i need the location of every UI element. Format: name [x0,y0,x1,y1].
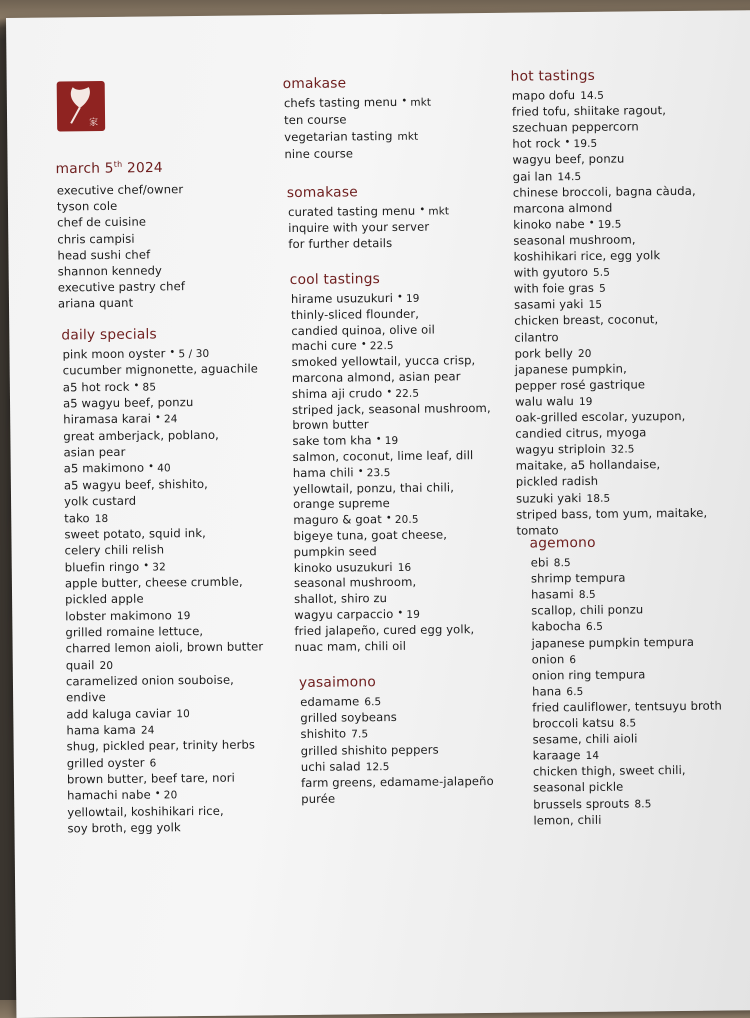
item-price: 15 [588,299,603,312]
menu-item [66,706,190,722]
item-name: gai lan [512,168,553,184]
bullet-icon: • [397,607,404,619]
item-price: 22.5 [395,387,420,400]
bullet-icon: • [154,788,161,800]
item-price: 6.5 [566,685,584,698]
bullet-icon: • [401,95,408,107]
item-name: walu walu [514,393,575,409]
item-name: hana [532,684,562,699]
item-price: 8.5 [578,589,596,602]
bullet-icon: • [133,380,140,392]
menu-item-description: purée [301,791,336,807]
menu-item-description: cucumber mignonette, aguachile [62,361,259,378]
item-name: shishito [300,726,347,742]
bullet-icon: • [154,412,162,424]
menu-item [514,345,591,361]
item-name: kinoko usuzukuri [293,559,393,575]
menu-item [288,203,449,221]
item-price: 5 / 30 [178,347,210,361]
menu-item-description: for further details [288,235,393,252]
item-price: 18 [94,512,109,525]
item-price: 19 [384,435,399,448]
item-name: bluefin ringo [64,559,140,574]
item-name: hiramasa karai [63,411,152,427]
menu-item-description: maitake, a5 hollandaise, [515,457,661,473]
menu-item-description: shrimp tempura [530,570,626,586]
menu-item [63,412,178,429]
menu-item-description: scallop, chili ponzu [531,602,644,618]
item-name: chefs tasting menu [283,94,398,111]
menu-item-description: fried tofu, shiitake ragout, [511,103,667,119]
menu-item [291,291,420,308]
item-price: 6.5 [585,621,604,634]
item-name: curated tasting menu [287,203,416,220]
hot-tastings-heading: hot tastings [510,67,596,85]
menu-item-description: inquire with your server [288,219,430,236]
menu-item-description: thinly-sliced flounder, [291,306,420,322]
item-name: ebi [530,555,549,570]
menu-item [67,755,157,771]
menu-item [64,510,108,525]
column-right [6,10,750,18]
menu-item [292,385,419,402]
menu-item [65,559,166,576]
menu-item-description: nine course [284,146,354,162]
menu-item-description: pickled apple [65,591,144,607]
item-name: uchi salad [300,759,361,774]
item-name: with foie gras [513,281,595,296]
item-price: mkt [410,96,432,109]
item-price: mkt [397,130,419,143]
item-name: suzuki yaki [515,490,582,506]
menu-item [532,684,583,700]
item-price: 10 [176,707,190,720]
menu-item-description: salmon, coconut, lime leaf, dill [292,448,474,465]
menu-item-description: brown butter, beef tare, nori [66,770,235,787]
menu-item-description: wagyu beef, ponzu [512,151,625,168]
bullet-icon: • [169,347,176,359]
menu-item-description: striped bass, tom yum, maitake, [516,505,708,522]
menu-item [294,559,412,575]
menu-item-description: a5 wagyu beef, ponzu [62,395,194,411]
item-name: hama chili [292,465,354,480]
item-price: mkt [428,205,450,218]
item-price: 8.5 [634,797,652,810]
item-name: vegetarian tasting [284,128,393,145]
menu-item-description: pumpkin seed [293,543,377,559]
yasaimono-heading: yasaimono [298,674,377,691]
menu-item-description: shug, pickled pear, trinity herbs [66,737,256,754]
item-name: a5 hot rock [62,379,130,395]
staff-line: executive pastry chef [57,279,186,295]
item-name: broccoli katsu [532,715,615,731]
menu-item-description: marcona almond [512,200,613,216]
menu-item-description: marcona almond, asian pear [291,369,461,386]
menu-item-description: candied citrus, myoga [515,425,647,441]
menu-item [284,95,431,113]
menu-item [513,168,582,184]
menu-item [533,796,651,812]
menu-item-description: yellowtail, koshihikari rice, [67,803,224,820]
menu-item [65,608,190,624]
staff-list [6,10,750,18]
menu-item-description: nuac mam, chili oil [294,638,407,654]
menu-item-description: grilled romaine lettuce, [65,623,204,640]
menu-item-description: japanese pumpkin, [514,361,627,377]
item-price: 85 [142,381,157,394]
item-name: tako [64,510,90,525]
item-name: maguro & goat [293,512,382,528]
menu-item [531,587,596,603]
item-price: 20 [577,347,592,360]
item-name: brussels sprouts [533,796,630,812]
restaurant-logo [57,81,106,131]
menu-item-description: bigeye tuna, goat cheese, [293,527,448,544]
menu-item-description: celery chili relish [64,542,165,558]
item-name: wagyu carpaccio [294,606,394,623]
menu-item [62,346,209,364]
menu-item-description: lemon, chili [533,812,602,828]
item-name: karaage [532,748,581,763]
bullet-icon: • [143,560,150,572]
item-name: machi cure [291,338,357,354]
item-name: edamame [300,694,360,709]
menu-item-description: endive [66,690,106,705]
item-price: 7.5 [351,728,369,741]
menu-item-description: asian pear [63,444,126,460]
item-price: 32 [152,560,166,574]
menu-item-description: apple butter, cheese crumble, [64,574,243,591]
column-middle [6,10,750,18]
item-price: 23.5 [366,466,391,480]
menu-item [66,658,113,673]
item-name: sasami yaki [513,297,584,312]
menu-item [512,136,597,153]
item-name: hot rock [512,136,561,152]
item-price: 20.5 [394,513,419,527]
menu-item [514,281,606,297]
daily-specials-heading: daily specials [61,326,157,344]
staff-line: tyson cole [56,199,118,214]
item-price: 19 [406,608,421,621]
item-price: 14.5 [557,170,582,183]
bullet-icon: • [360,339,367,351]
logo-character: 家 [89,118,99,129]
item-name: pink moon oyster [62,346,166,362]
bullet-icon: • [396,291,404,303]
menu-item [531,619,603,635]
staff-line: head sushi chef [57,247,151,263]
column-left [6,10,750,18]
item-name: sake tom kha [292,433,372,449]
menu-item-description: chinese broccoli, bagna càuda, [512,183,696,200]
item-name: kabocha [531,619,582,634]
item-price: 19.5 [597,218,622,231]
menu-item [514,297,602,313]
item-name: pork belly [514,345,574,361]
staff-line: chef de cuisine [57,214,147,230]
item-name: mapo dofu [511,88,576,103]
bullet-icon: • [375,434,382,446]
menu-item-description: ten course [284,112,347,128]
somakase-heading: somakase [286,184,358,202]
item-price: 24 [140,724,155,737]
menu-item-description: chicken breast, coconut, [514,312,659,329]
menu-item-description: sesame, chili aioli [532,731,638,747]
menu-item [67,788,177,805]
menu-item-description: cilantro [514,329,559,345]
menu-item-description: seasonal mushroom, [513,232,636,248]
item-price: 19 [578,395,593,408]
menu-item-description: oak-grilled escolar, yuzupon, [515,408,686,425]
menu-item-description: chicken thigh, sweet chili, [532,763,686,779]
item-price: 6 [149,757,157,770]
menu-item [63,379,156,396]
menu-item-description: yolk custard [63,493,137,509]
menu-item-description: grilled soybeans [300,710,397,726]
menu-item [64,461,171,478]
item-name: hirame usuzukuri [290,290,394,307]
menu-item-description: fried cauliflower, tentsuyu broth [532,698,722,715]
menu-item-description: striped jack, seasonal mushroom, [292,400,491,417]
item-name: add kaluga caviar [66,705,172,722]
bullet-icon: • [148,461,155,473]
agemono-heading: agemono [529,534,596,552]
menu-date: march 5th 2024 [55,159,163,178]
item-price: 14.5 [580,89,605,102]
menu-item [292,433,398,450]
item-price: 32.5 [610,443,635,456]
item-name: hama kama [66,722,136,738]
bullet-icon: • [386,386,393,398]
item-price: 5 [598,282,606,295]
menu-item-description: pepper rosé gastrique [514,377,646,393]
menu-item [533,748,600,764]
item-name: onion [531,651,565,667]
item-name: a5 makimono [63,461,145,476]
menu-item-description: seasonal pickle [533,779,624,795]
ginkgo-leaf-icon [57,81,106,131]
menu-item [293,512,418,529]
item-price: 19 [405,292,420,305]
menu-item [513,216,621,233]
item-name: lobster makimono [65,607,172,624]
menu-item [301,759,390,775]
menu-item [284,129,418,145]
staff-line: shannon kennedy [57,263,163,279]
item-name: shima aji crudo [291,385,383,401]
menu-item-description: fried jalapeño, cured egg yolk, [294,621,475,638]
menu-item-description: shallot, shiro zu [294,591,388,607]
bullet-icon: • [385,513,392,525]
bullet-icon: • [588,217,595,229]
item-name: kinoko nabe [513,216,585,232]
menu-sheet [6,10,750,1018]
menu-item [66,723,154,739]
menu-item [512,88,604,104]
menu-item [291,338,393,355]
menu-item [531,555,571,570]
item-price: 18.5 [586,492,611,505]
item-name: quail [65,657,95,673]
item-price: 6.5 [364,696,382,709]
menu-item [293,465,391,482]
item-price: 20 [99,659,114,672]
menu-item-description: caramelized onion souboise, [65,672,234,689]
item-price: 8.5 [619,717,637,730]
menu-item-description: charred lemon aioli, brown butter [65,639,264,656]
menu-item [515,442,634,458]
item-price: 12.5 [365,760,390,774]
menu-item-description: smoked yellowtail, yucca crisp, [291,353,476,370]
item-name: hasami [530,587,574,602]
item-price: 22.5 [369,340,394,353]
cool-tastings-heading: cool tastings [289,271,381,289]
menu-item-description: szechuan peppercorn [512,119,639,135]
menu-item-description: farm greens, edamame-jalapeño [300,773,494,790]
menu-item [515,394,593,410]
item-name: grilled oyster [66,755,145,771]
item-price: 14 [585,750,600,763]
staff-line: ariana quant [57,296,134,311]
menu-item [300,727,368,743]
omakase-heading: omakase [282,75,347,93]
menu-item-description: candied quinoa, olive oil [291,322,436,338]
item-price: 19 [176,609,191,622]
item-name: wagyu striploin [515,441,606,457]
menu-item-description: brown butter [292,417,369,433]
menu-item [294,607,420,624]
menu-item-description: tomato [516,522,559,538]
item-price: 19.5 [573,138,598,151]
menu-item [514,265,610,281]
item-price: 20 [163,789,178,802]
menu-item-description: a5 wagyu beef, shishito, [63,476,208,493]
item-price: 8.5 [553,557,571,570]
menu-item-description: japanese pumpkin tempura [531,634,695,651]
bullet-icon: • [357,466,364,478]
bullet-icon: • [419,204,426,216]
menu-item-description: grilled shishito peppers [300,742,439,758]
menu-item [532,652,577,667]
item-name: with gyutoro [513,265,589,280]
staff-line: executive chef/owner [56,182,184,198]
menu-item-description: yellowtail, ponzu, thai chili, [292,479,455,496]
menu-item-description: orange supreme [293,496,390,512]
menu-item-description: koshihikari rice, egg yolk [513,248,661,264]
menu-item-description: onion ring tempura [531,667,646,683]
item-price: 5.5 [592,266,611,279]
menu-item-description: soy broth, egg yolk [67,820,181,836]
menu-item [300,694,381,710]
item-price: 40 [157,462,171,475]
menu-item [532,715,636,731]
menu-item-description: great amberjack, poblano, [63,427,219,444]
item-price: 16 [397,561,412,574]
menu-item [516,490,610,506]
bullet-icon: • [564,137,571,149]
menu-item-description: seasonal mushroom, [293,575,417,591]
menu-item-description: pickled radish [515,474,599,490]
staff-line: chris campisi [57,231,135,247]
item-name: hamachi nabe [67,787,151,803]
item-price: 24 [163,413,178,426]
menu-item-description: sweet potato, squid ink, [64,525,206,542]
item-price: 6 [569,653,577,666]
